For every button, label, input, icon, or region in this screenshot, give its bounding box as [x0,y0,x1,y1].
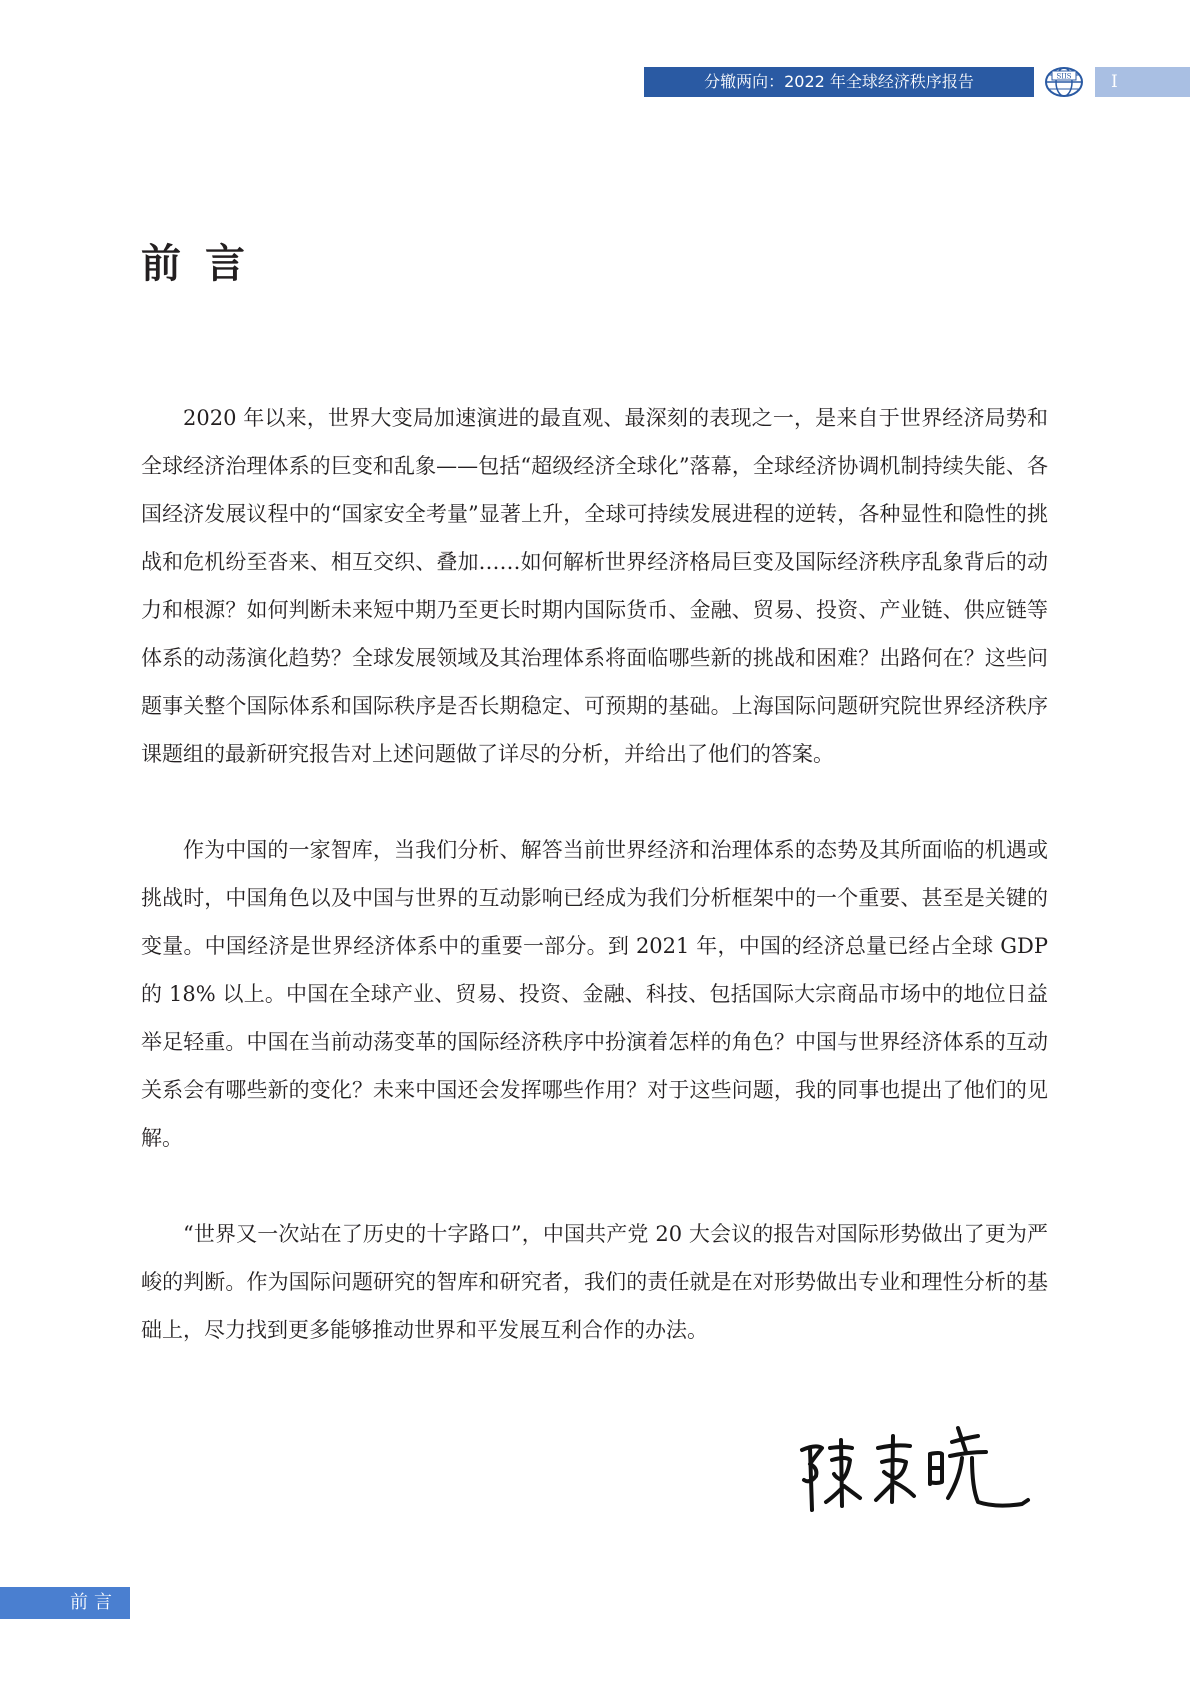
preface-body [141,394,1048,1354]
footer-label: 前言 [70,1592,118,1613]
logo-text: SIIS [1056,72,1072,81]
page-number-tab [1095,67,1190,97]
footer-section-tab [0,1587,130,1619]
paragraph: “世界又一次站在了历史的十字路口”，中国共产党 20 大会议的报告对国际形势做出了更为严峻的判断。作为国际问题研究的智库和研究者，我们的责任就是在对形势做出专业和理性分析的基础上，尽力找到更多能够推动世界和平发展互利合作的办法。 [141,1222,1048,1342]
siis-logo-icon [1043,64,1085,100]
signature [796,1418,1056,1518]
paragraph: 作为中国的一家智库，当我们分析、解答当前世界经济和治理体系的态势及其所面临的机遇或挑战时，中国角色以及中国与世界的互动影响已经成为我们分析框架中的一个重要、甚至是关键的变量。中国经济是世界经济体系中的重要一部分。到 2021 年，中国的经济总量已经占全球 GDP 的 18% 以上。中国在全球产业、贸易、投资、金融、科技、包括国际大宗商品市场中的地位日益举足轻重。中国在当前动荡变革的国际经济秩序中扮演着怎样的角色？中国与世界经济体系的互动关系会有哪些新的变化？未来中国还会发挥哪些作用？对于这些问题，我的同事也提出了他们的见解。 [141,838,1048,1150]
page-number: I [1111,72,1118,92]
page-title: 前言 [141,241,269,287]
paragraph: 2020 年以来，世界大变局加速演进的最直观、最深刻的表现之一，是来自于世界经济局势和全球经济治理体系的巨变和乱象——包括“超级经济全球化”落幕，全球经济协调机制持续失能、各国经济发展议程中的“国家安全考量”显著上升，全球可持续发展进程的逆转，各种显性和隐性的挑战和危机纷至沓来、相互交织、叠加……如何解析世界经济格局巨变及国际经济秩序乱象背后的动力和根源？如何判断未来短中期乃至更长时期内国际货币、金融、贸易、投资、产业链、供应链等体系的动荡演化趋势？全球发展领域及其治理体系将面临哪些新的挑战和困难？出路何在？这些问题事关整个国际体系和国际秩序是否长期稳定、可预期的基础。上海国际问题研究院世界经济秩序课题组的最新研究报告对上述问题做了详尽的分析，并给出了他们的答案。 [141,406,1048,766]
header-report-title: 分辙两向：2022 年全球经济秩序报告 [644,67,1034,97]
